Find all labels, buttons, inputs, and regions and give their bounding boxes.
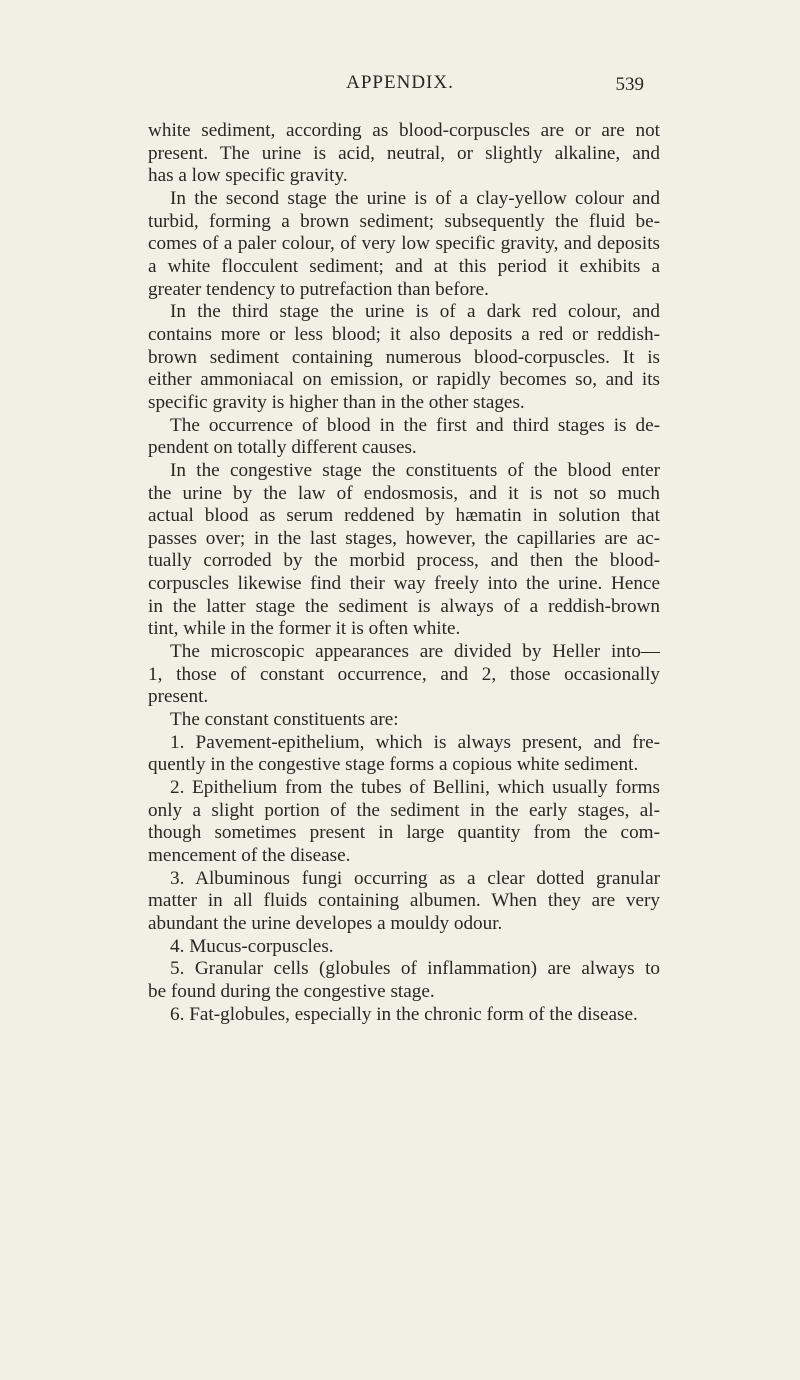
text-line: a white flocculent sediment; and at this period it exhibits a	[148, 255, 660, 277]
text-line: 1. Pavement-epithelium, which is always present, and fre-	[170, 731, 660, 753]
text-line: The occurrence of blood in the first and third stages is de-	[170, 414, 660, 436]
text-line: In the congestive stage the constituents of the blood enter	[170, 459, 660, 481]
text-line: quently in the congestive stage forms a copious white sediment.	[148, 754, 639, 776]
text-line: 5. Granular cells (globules of inflammation) are always to	[170, 958, 660, 980]
text-line: 2. Epithelium from the tubes of Bellini, which usually forms	[170, 777, 660, 799]
page-number: 539	[615, 74, 644, 95]
paragraph	[148, 732, 660, 777]
text-line: tint, while in the former it is often white.	[148, 618, 461, 640]
text-line: tually corroded by the morbid process, and then the blood-	[148, 550, 660, 572]
paragraph	[148, 777, 660, 868]
paragraph	[148, 936, 660, 959]
text-line: has a low specific gravity.	[148, 165, 348, 187]
body-text	[148, 120, 660, 1026]
text-line: pendent on totally different causes.	[148, 437, 417, 459]
text-line: present.	[148, 686, 209, 708]
text-line: 6. Fat-globules, especially in the chronic form of the disease.	[170, 1003, 638, 1025]
running-head: APPENDIX.	[346, 72, 454, 93]
text-line: abundant the urine developes a mouldy odour.	[148, 912, 503, 934]
text-line: In the third stage the urine is of a dark red colour, and	[170, 301, 660, 323]
text-line: specific gravity is higher than in the other stages.	[148, 391, 525, 413]
text-line: be found during the congestive stage.	[148, 980, 435, 1002]
text-line: though sometimes present in large quantity from the com-	[148, 822, 660, 844]
text-line: 3. Albuminous fungi occurring as a clear dotted granular	[170, 867, 660, 889]
paragraph	[148, 709, 660, 732]
text-line: mencement of the disease.	[148, 845, 351, 866]
text-line: matter in all fluids containing albumen. When they are very	[148, 890, 660, 912]
page-header	[0, 72, 800, 106]
text-line: The microscopic appearances are divided by Heller into—	[170, 641, 660, 663]
paragraph	[148, 868, 660, 936]
text-line: contains more or less blood; it also deposits a red or reddish-	[148, 323, 660, 345]
text-line: white sediment, according as blood-corpuscles are or are not	[148, 120, 660, 141]
paragraph	[148, 1004, 660, 1027]
paragraph	[148, 120, 660, 188]
text-line: 4. Mucus-corpuscles.	[170, 935, 334, 957]
paragraph	[148, 188, 660, 301]
text-line: in the latter stage the sediment is always of a reddish-brown	[148, 595, 660, 617]
paragraph	[148, 460, 660, 641]
paragraph	[148, 958, 660, 1003]
paragraph	[148, 415, 660, 460]
text-line: either ammoniacal on emission, or rapidly becomes so, and its	[148, 369, 660, 391]
text-line: passes over; in the last stages, however, the capillaries are ac-	[148, 527, 660, 549]
text-line: actual blood as serum reddened by hæmatin in solution that	[148, 505, 660, 527]
text-line: greater tendency to putrefaction than before.	[148, 278, 489, 300]
text-line: In the second stage the urine is of a clay-yellow colour and	[170, 187, 660, 209]
text-line: present. The urine is acid, neutral, or slightly alkaline, and	[148, 142, 660, 164]
text-line: turbid, forming a brown sediment; subsequently the fluid be-	[148, 210, 660, 232]
text-line: 1, those of constant occurrence, and 2, those occasionally	[148, 663, 660, 685]
text-line: comes of a paler colour, of very low specific gravity, and deposits	[148, 233, 660, 255]
text-line: The constant constituents are:	[170, 709, 399, 731]
paragraph	[148, 641, 660, 709]
paragraph	[148, 301, 660, 414]
text-line: brown sediment containing numerous blood-corpuscles. It is	[148, 346, 660, 368]
text-line: the urine by the law of endosmosis, and it is not so much	[148, 482, 660, 504]
text-line: only a slight portion of the sediment in the early stages, al-	[148, 799, 660, 821]
text-line: corpuscles likewise find their way freely into the urine. Hence	[148, 573, 660, 595]
